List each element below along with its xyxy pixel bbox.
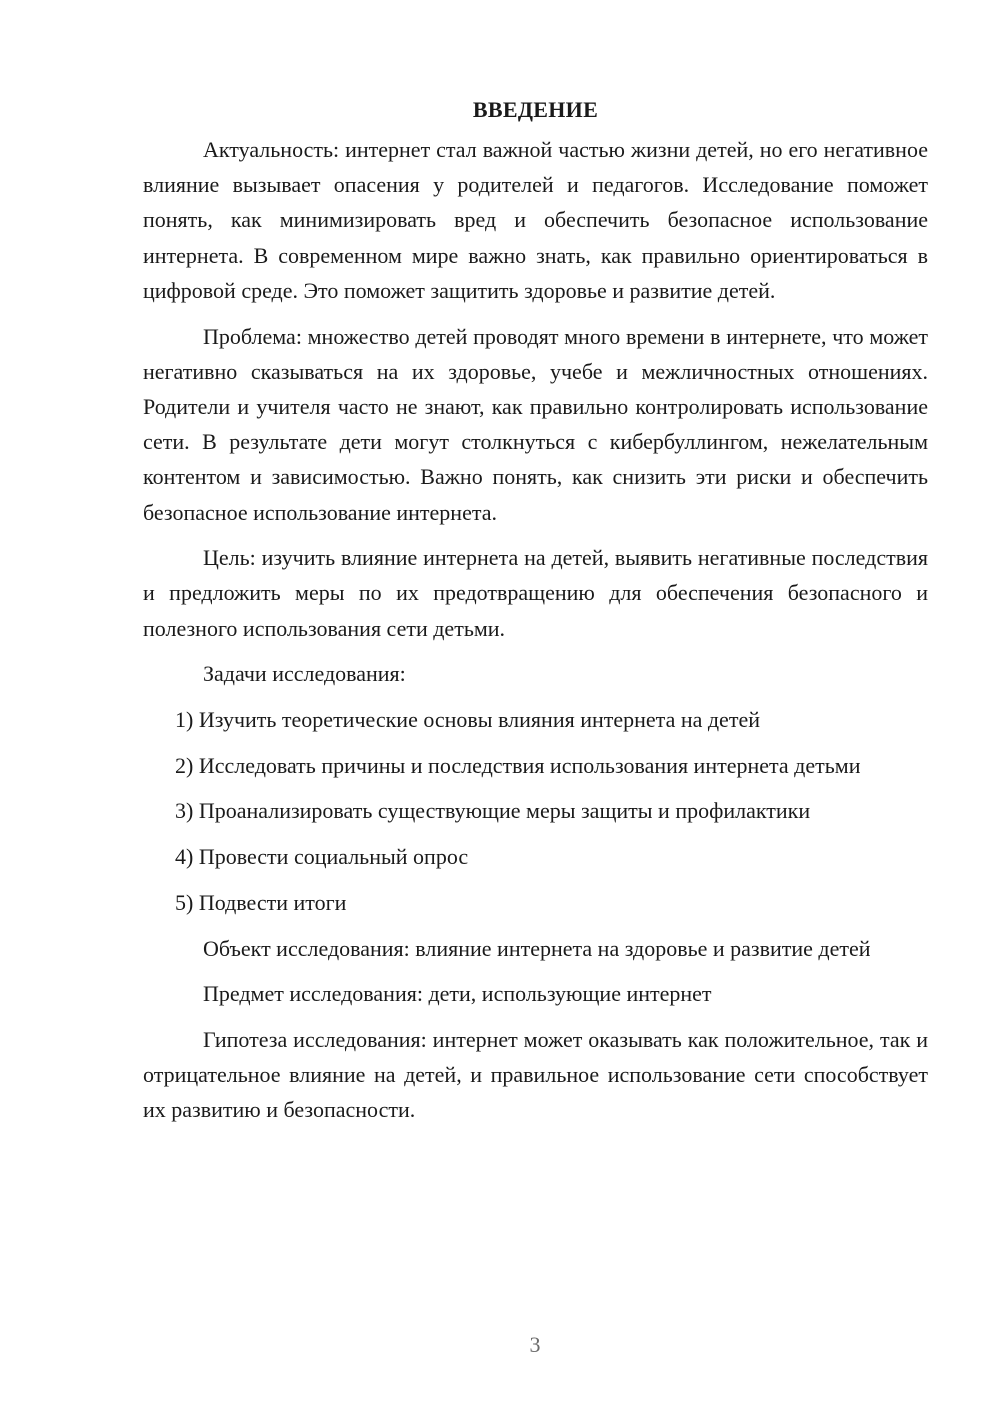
- task-item-5: 5) Подвести итоги: [175, 889, 347, 915]
- section-title: ВВЕДЕНИЕ: [472, 97, 599, 122]
- paragraph-subject: Предмет исследования: дети, использующие интернет: [203, 981, 712, 1007]
- task-item-1: 1) Изучить теоретические основы влияния интернета на детей: [175, 707, 760, 733]
- page-number: 3: [529, 1332, 541, 1357]
- task-item-4: 4) Провести социальный опрос: [175, 844, 469, 870]
- paragraph-relevance: Актуальность: интернет стал важной частью жизни детей, но его негативное влияние вызывает опасения у родителей и педагогов. Исследование поможет понять, как минимизировать вред и обеспечить безопасное использование интернета. В современном мире важно знать, как правильно ориентироваться в цифровой среде. Это поможет защитить здоровье и развитие детей.: [143, 137, 928, 303]
- tasks-heading: Задачи исследования:: [203, 661, 406, 687]
- paragraph-goal: Цель: изучить влияние интернета на детей, выявить негативные последствия и предложить меры по их предотвращению для обеспечения безопасного и полезного использования сети детьми.: [143, 545, 928, 641]
- paragraph-problem: Проблема: множество детей проводят много времени в интернете, что может негативно сказываться на их здоровье, учебе и межличностных отношениях. Родители и учителя часто не знают, как правильно контролировать использование сети. В результате дети могут столкнуться с кибербуллингом, нежелательным контентом и зависимостью. Важно понять, как снизить эти риски и обеспечить безопасное использование интернета.: [143, 323, 928, 525]
- document-page: [143, 92, 928, 1138]
- task-item-3: 3) Проанализировать существующие меры защиты и профилактики: [175, 798, 811, 824]
- task-item-2: 2) Исследовать причины и последствия использования интернета детьми: [175, 752, 861, 778]
- paragraph-hypothesis: Гипотеза исследования: интернет может оказывать как положительное, так и отрицательное влияние на детей, и правильное использование сети способствует их развитию и безопасности.: [143, 1026, 928, 1123]
- paragraph-object: Объект исследования: влияние интернета на здоровье и развитие детей: [203, 935, 871, 961]
